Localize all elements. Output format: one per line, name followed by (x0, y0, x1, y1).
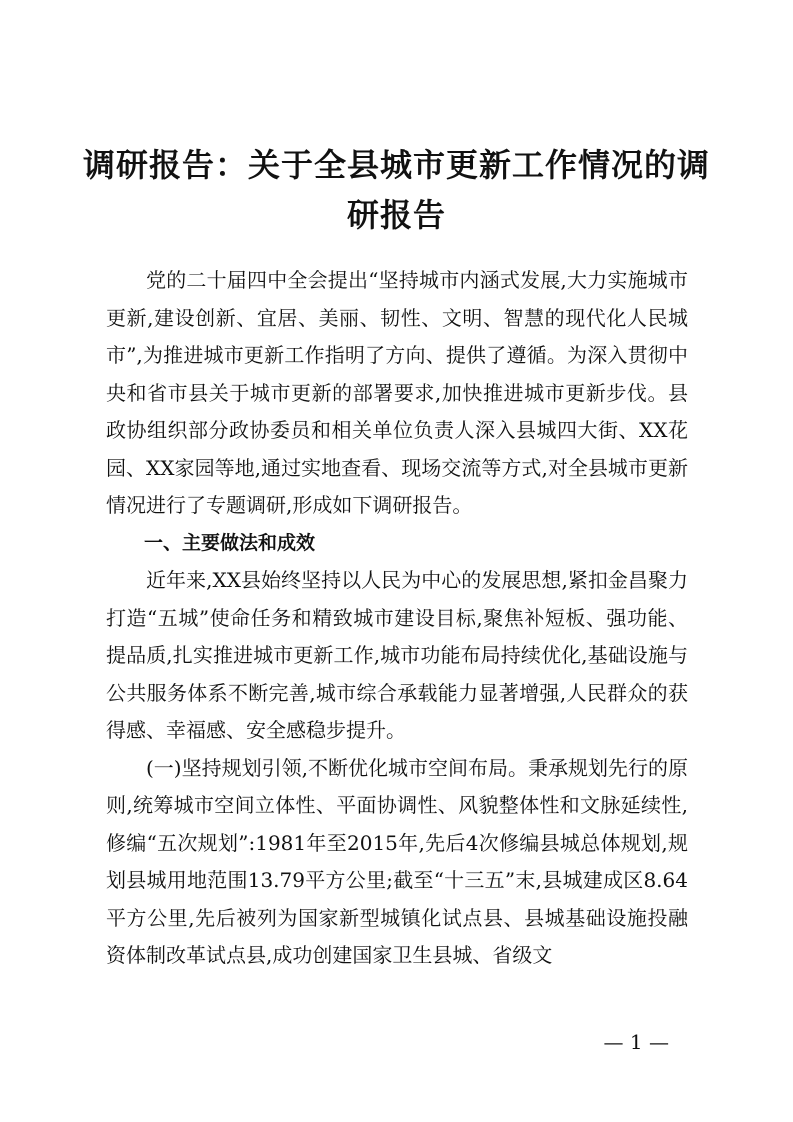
page-number: — 1 — (603, 1030, 669, 1054)
document-title: 调研报告：关于全县城市更新工作情况的调研报告 (82, 146, 710, 234)
section-intro-paragraph: 近年来,XX县始终坚持以人民为中心的发展思想,紧扣金昌聚力打造“五城”使命任务和精致城市建设目标,聚焦补短板、强功能、提品质,扎实推进城市更新工作,城市功能布局持续优化,基础设施与公共服务体系不断完善,城市综合承载能力显著增强,人民群众的获得感、幸福感、安全感稳步提升。 (106, 568, 688, 742)
document-body (106, 262, 688, 975)
section-heading: 一、主要做法和成效 (144, 531, 316, 554)
intro-paragraph: 党的二十届四中全会提出“坚持城市内涵式发展,大力实施城市更新,建设创新、宜居、美丽、韧性、文明、智慧的现代化人民城市”,为推进城市更新工作指明了方向、提供了遵循。为深入贯彻中央和省市县关于城市更新的部署要求,加快推进城市更新步伐。县政协组织部分政协委员和相关单位负责人深入县城四大街、XX花园、XX家园等地,通过实地查看、现场交流等方式,对全县城市更新情况进行了专题调研,形成如下调研报告。 (106, 268, 688, 517)
subsection-1-paragraph: (一)坚持规划引领,不断优化城市空间布局。秉承规划先行的原则,统筹城市空间立体性、平面协调性、风貌整体性和文脉延续性,修编“五次规划”:1981年至2015年,先后4次修编县城总体规划,规划县城用地范围13.79平方公里;截至“十三五”末,县城建成区8.64平方公里,先后被列为国家新型城镇化试点县、县城基础设施投融资体制改革试点县,成功创建国家卫生县城、省级文 (106, 755, 688, 967)
